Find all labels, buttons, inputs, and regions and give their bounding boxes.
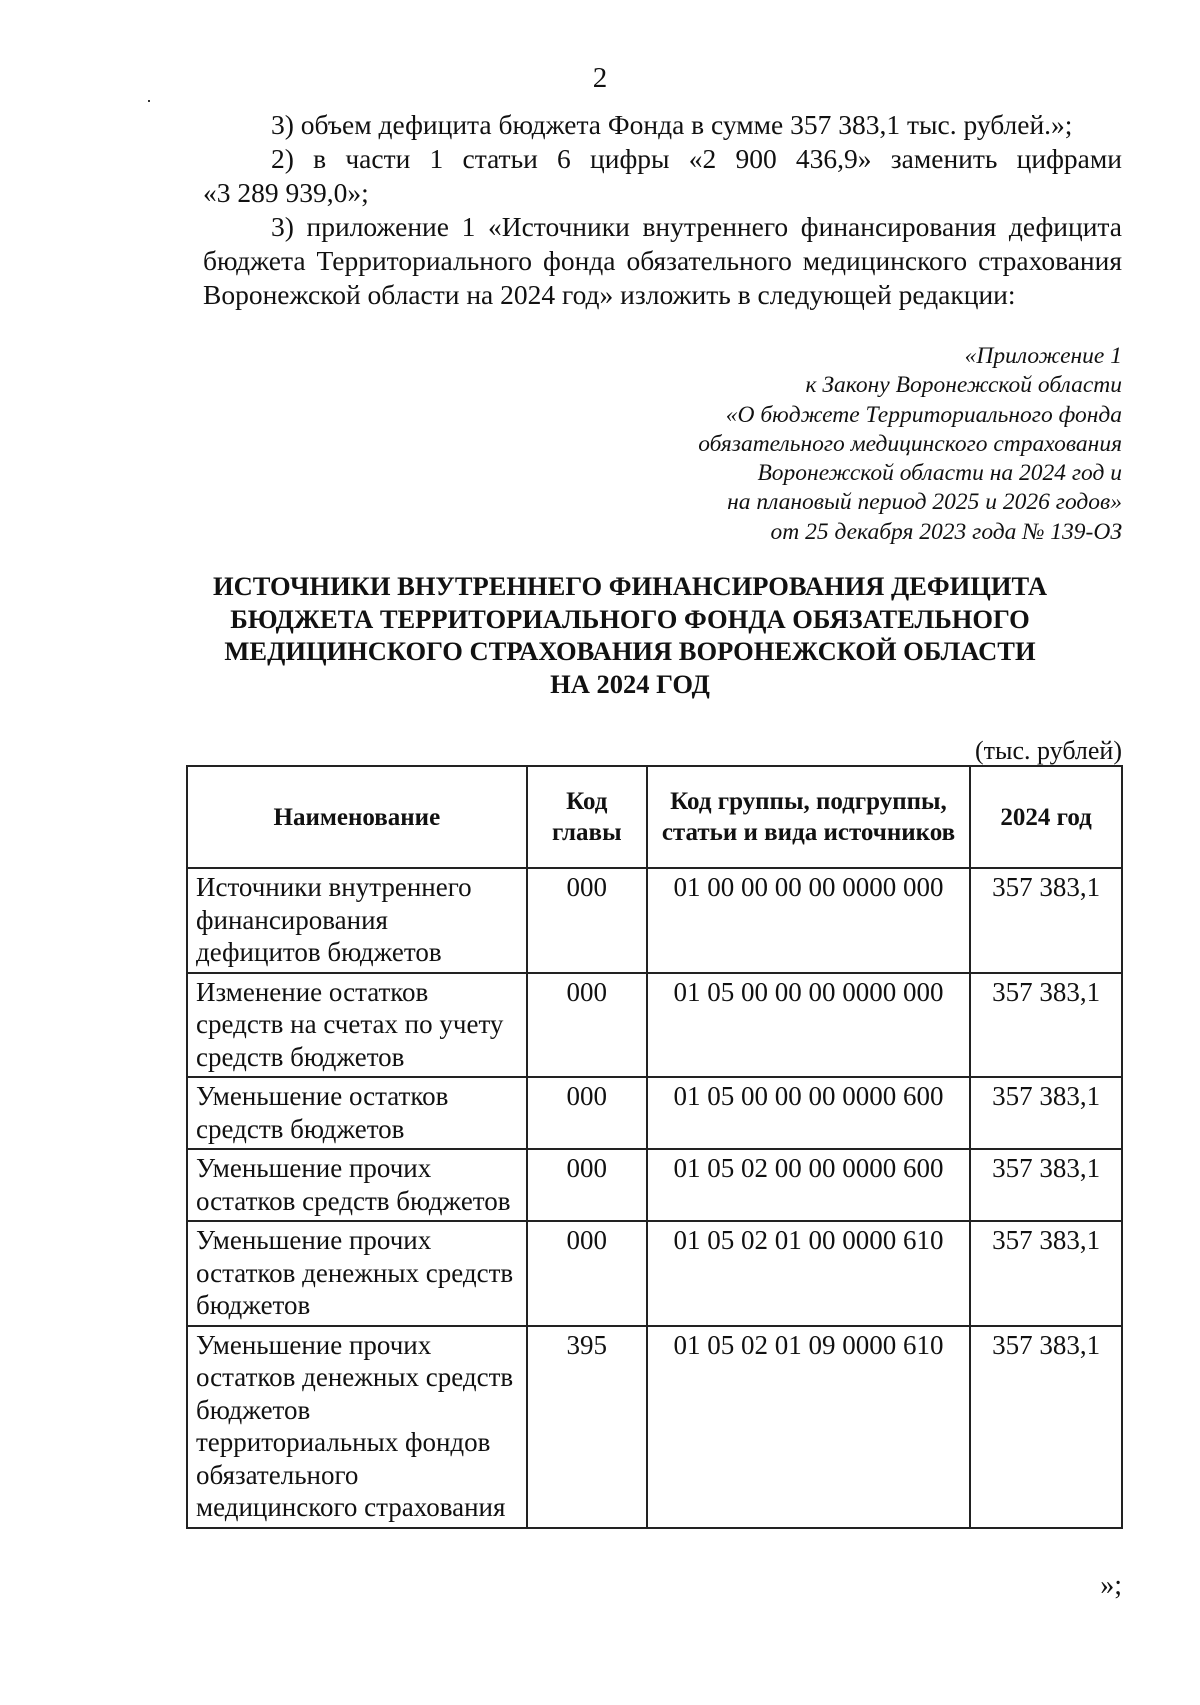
- cell-name: Уменьшение прочих остатков денежных средств бюджетов территориальных фондов обязательного медицинского страхования: [187, 1326, 527, 1528]
- cell-value: 357 383,1: [970, 1149, 1122, 1221]
- cell-value: 357 383,1: [970, 1221, 1122, 1326]
- cell-chapter-code: 395: [527, 1326, 647, 1528]
- cell-name: Уменьшение прочих остатков средств бюджетов: [187, 1149, 527, 1221]
- cell-name: Уменьшение остатков средств бюджетов: [187, 1077, 527, 1149]
- cell-chapter-code: 000: [527, 1077, 647, 1149]
- cell-name: Изменение остатков средств на счетах по учету средств бюджетов: [187, 973, 527, 1078]
- paragraph-article-6-line2: «3 289 939,0»;: [203, 177, 369, 208]
- cell-group-code: 01 05 02 01 00 0000 610: [647, 1221, 970, 1326]
- title-line: НА 2024 ГОД: [550, 668, 710, 699]
- appendix-ref-line: на плановый период 2025 и 2026 годов»: [727, 489, 1122, 516]
- closing-quote: »;: [1100, 1570, 1122, 1601]
- title-line: МЕДИЦИНСКОГО СТРАХОВАНИЯ ВОРОНЕЖСКОЙ ОБЛАСТИ: [224, 636, 1036, 666]
- cell-chapter-code: 000: [527, 1149, 647, 1221]
- cell-value: 357 383,1: [970, 1077, 1122, 1149]
- cell-group-code: 01 05 02 00 00 0000 600: [647, 1149, 970, 1221]
- title-line: ИСТОЧНИКИ ВНУТРЕННЕГО ФИНАНСИРОВАНИЯ ДЕФИЦИТА: [212, 571, 1048, 601]
- appendix-ref-line: Воронежской области на 2024 год и: [757, 460, 1122, 487]
- paragraph-deficit-volume: 3) объем дефицита бюджета Фонда в сумме 357 383,1 тыс. рублей.»;: [271, 109, 1073, 140]
- cell-value: 357 383,1: [970, 868, 1122, 973]
- cell-name: Источники внутреннего финансирования дефицитов бюджетов: [187, 868, 527, 973]
- table-row: [187, 868, 1122, 973]
- table-units: (тыс. рублей): [974, 736, 1122, 765]
- title-line: БЮДЖЕТА ТЕРРИТОРИАЛЬНОГО ФОНДА ОБЯЗАТЕЛЬНОГО: [230, 603, 1030, 634]
- appendix-ref-line: от 25 декабря 2023 года № 139-ОЗ: [770, 518, 1122, 545]
- page-number: 2: [592, 62, 608, 94]
- body-text: [203, 108, 1122, 312]
- cell-chapter-code: 000: [527, 868, 647, 973]
- appendix-reference: [562, 342, 1122, 547]
- appendix-ref-line: «О бюджете Территориального фонда: [725, 401, 1122, 428]
- cell-group-code: 01 00 00 00 00 0000 000: [647, 868, 970, 973]
- table-row: [187, 1149, 1122, 1221]
- appendix-ref-line: «Приложение 1: [964, 343, 1122, 369]
- cell-group-code: 01 05 00 00 00 0000 600: [647, 1077, 970, 1149]
- financing-sources-table: [186, 765, 1123, 1529]
- header-chapter-code: Код главы: [527, 766, 647, 868]
- cell-group-code: 01 05 02 01 09 0000 610: [647, 1326, 970, 1528]
- header-group-code: Код группы, подгруппы, статьи и вида источников: [647, 766, 970, 868]
- cell-group-code: 01 05 00 00 00 0000 000: [647, 973, 970, 1078]
- cell-chapter-code: 000: [527, 1221, 647, 1326]
- paragraph-article-6-line1: 2) в части 1 статьи 6 цифры «2 900 436,9» заменить цифрами: [271, 143, 1122, 174]
- scan-speck: [148, 100, 150, 102]
- table-row: [187, 1221, 1122, 1326]
- table-row: [187, 1326, 1122, 1528]
- table-row: [187, 973, 1122, 1078]
- header-name: Наименование: [187, 766, 527, 868]
- appendix-ref-line: обязательного медицинского страхования: [698, 430, 1122, 457]
- cell-chapter-code: 000: [527, 973, 647, 1078]
- document-title: [150, 570, 1110, 700]
- cell-value: 357 383,1: [970, 973, 1122, 1078]
- table-header-row: [187, 766, 1122, 868]
- appendix-ref-line: к Закону Воронежской области: [805, 372, 1122, 399]
- paragraph-appendix-1: 3) приложение 1 «Источники внутреннего финансирования дефицита бюджета Территориального фонда обязательного медицинского страхования Воронежской области на 2024 год» изложить в следующей редакции:: [203, 211, 1122, 310]
- header-year: 2024 год: [970, 766, 1122, 868]
- cell-name: Уменьшение прочих остатков денежных средств бюджетов: [187, 1221, 527, 1326]
- table-row: [187, 1077, 1122, 1149]
- cell-value: 357 383,1: [970, 1326, 1122, 1528]
